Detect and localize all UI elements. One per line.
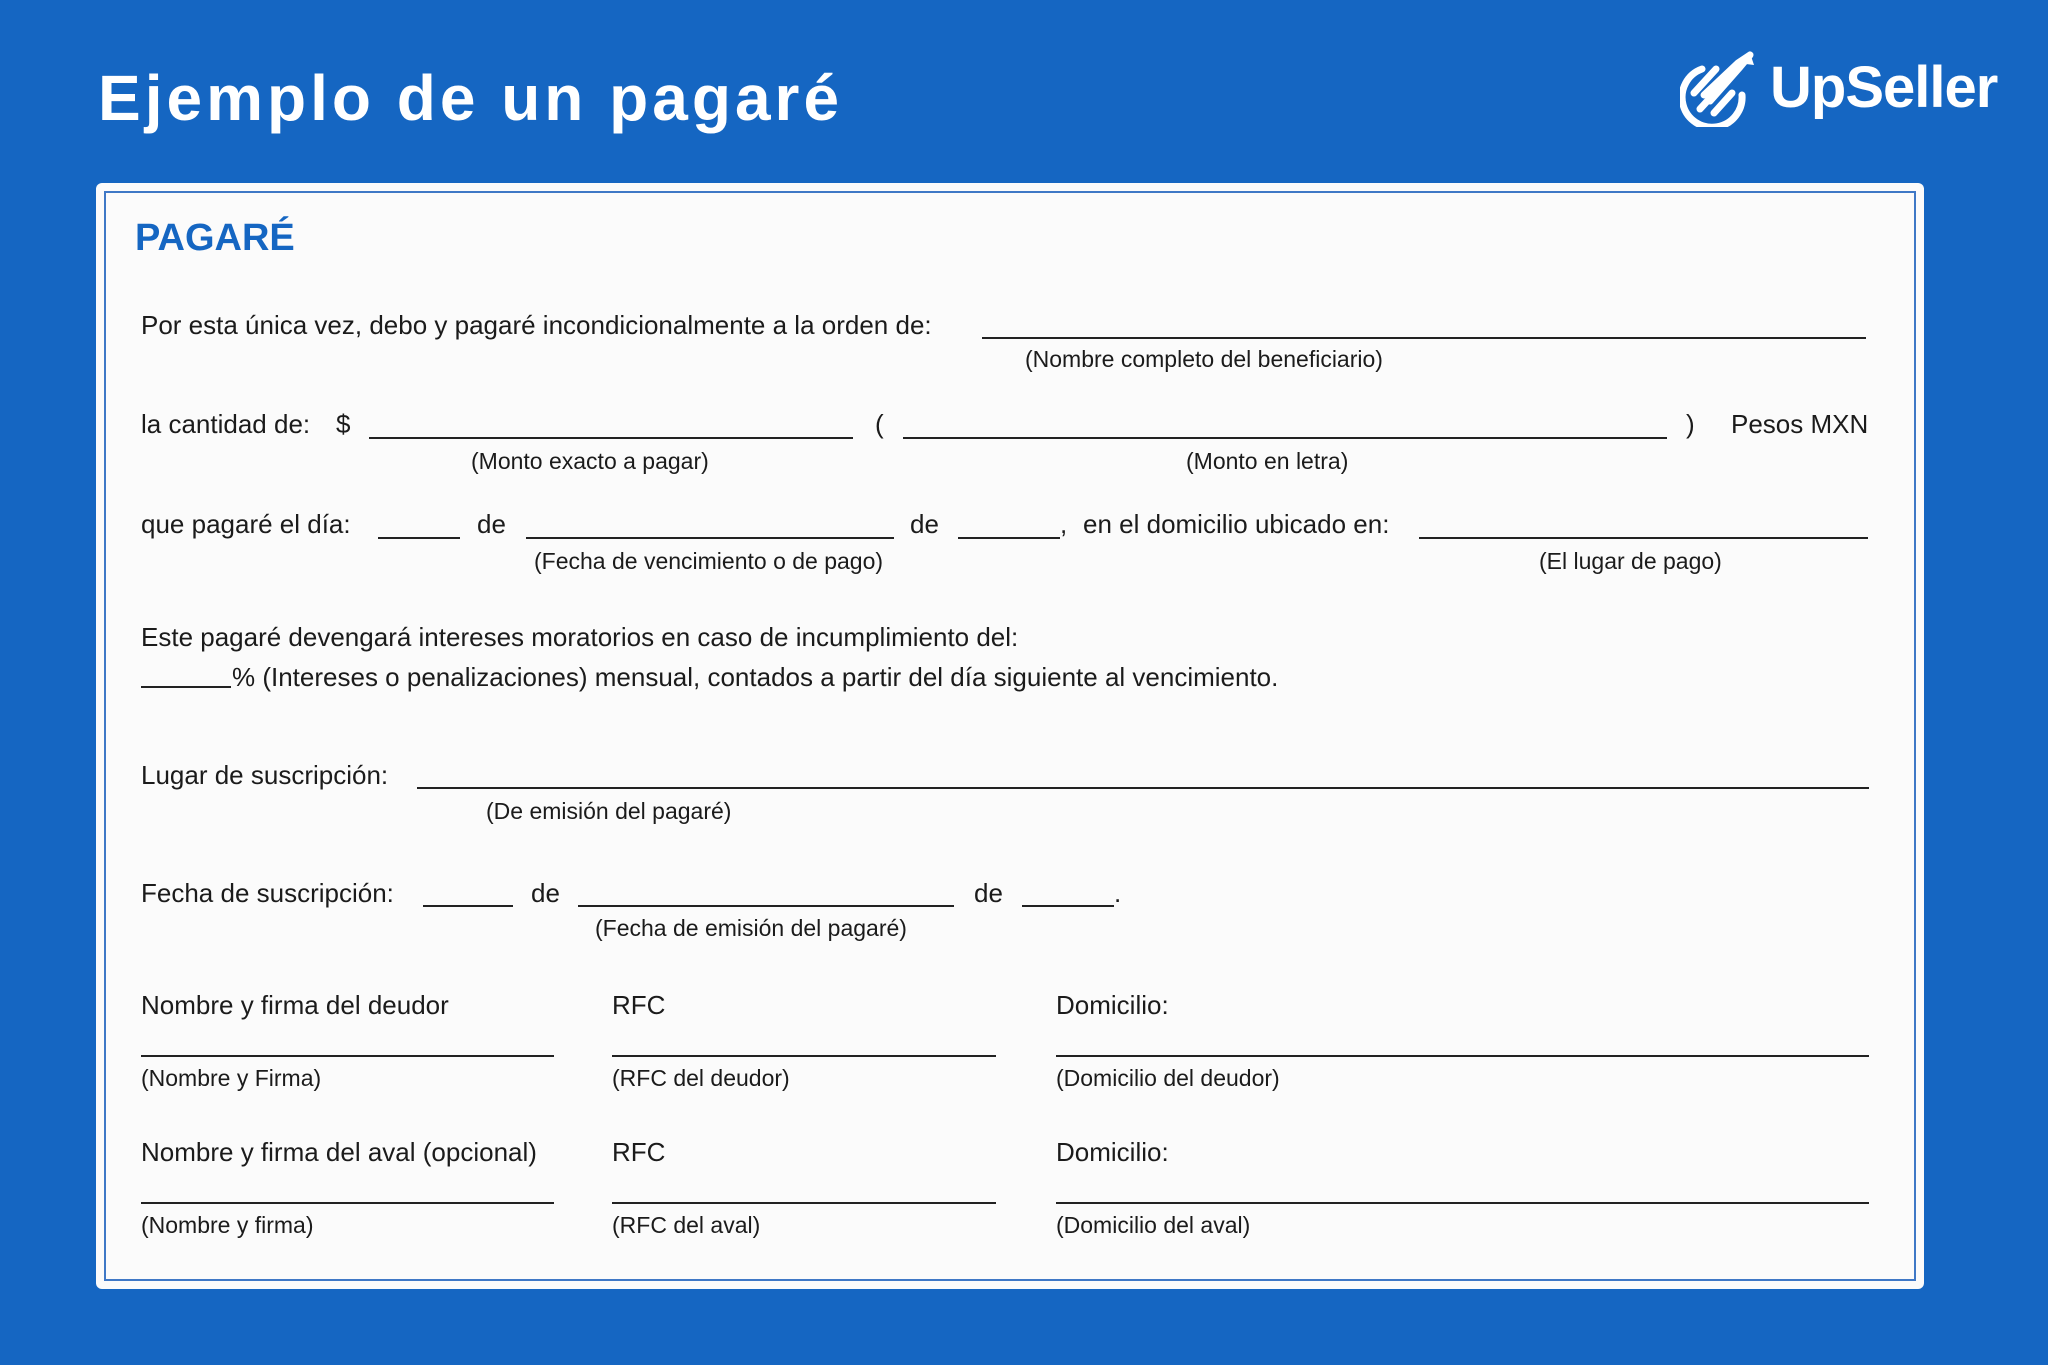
debtor-rfc-line[interactable] [612,1055,996,1057]
debtor-rfc-caption: (RFC del deudor) [612,1065,790,1091]
debtor-name-label: Nombre y firma del deudor [141,990,449,1020]
guarantor-rfc-label: RFC [612,1137,666,1167]
brand-logo [1680,42,1997,132]
payment-year-line[interactable] [958,537,1060,539]
subscription-de-2: de [974,878,1003,908]
debtor-rfc-label: RFC [612,990,666,1020]
debtor-address-caption: (Domicilio del deudor) [1056,1065,1280,1091]
interest-statement: Este pagaré devengará intereses moratorios en caso de incumplimiento del: [141,622,1019,652]
subscription-place-caption: (De emisión del pagaré) [486,798,732,824]
subscription-day-line[interactable] [423,905,513,907]
guarantor-address-caption: (Domicilio del aval) [1056,1212,1251,1238]
guarantor-rfc-caption: (RFC del aval) [612,1212,761,1238]
amount-words-caption: (Monto en letra) [1186,448,1349,474]
debtor-name-caption: (Nombre y Firma) [141,1065,322,1091]
promissory-note-document [96,183,1924,1289]
debtor-address-line[interactable] [1056,1055,1869,1057]
subscription-date-caption: (Fecha de emisión del pagaré) [595,915,907,941]
subscription-place-label: Lugar de suscripción: [141,760,389,790]
beneficiary-caption: (Nombre completo del beneficiario) [1025,346,1383,372]
subscription-month-line[interactable] [578,905,954,907]
guarantor-address-line[interactable] [1056,1202,1869,1204]
subscription-place-line[interactable] [417,787,1869,789]
interest-rate-line[interactable] [141,686,231,688]
subscription-period: . [1114,878,1122,908]
open-paren: ( [875,409,884,439]
payment-de-1: de [477,509,506,539]
payment-comma: , [1060,509,1068,539]
guarantor-name-label: Nombre y firma del aval (opcional) [141,1137,537,1167]
subscription-year-line[interactable] [1022,905,1114,907]
order-statement: Por esta única vez, debo y pagaré incondicionalmente a la orden de: [141,310,932,340]
amount-words-line[interactable] [903,437,1667,439]
payment-place-caption: (El lugar de pago) [1539,548,1722,574]
guarantor-address-label: Domicilio: [1056,1137,1169,1167]
amount-caption: (Monto exacto a pagar) [471,448,709,474]
document-heading: PAGARÉ [135,217,295,259]
due-date-caption: (Fecha de vencimiento o de pago) [534,548,884,574]
payment-day-line[interactable] [378,537,460,539]
guarantor-signature-line[interactable] [141,1202,554,1204]
debtor-address-label: Domicilio: [1056,990,1169,1020]
domicile-label: en el domicilio ubicado en: [1083,509,1390,539]
page-title: Ejemplo de un pagaré [98,62,844,134]
beneficiary-line[interactable] [982,337,1866,339]
document-border [104,191,1916,1281]
brand-name: UpSeller [1770,54,1998,120]
payment-de-2: de [910,509,939,539]
amount-label: la cantidad de: [141,409,311,439]
subscription-de-1: de [531,878,560,908]
guarantor-rfc-line[interactable] [612,1202,996,1204]
payment-place-line[interactable] [1419,537,1868,539]
amount-line[interactable] [369,437,853,439]
subscription-date-label: Fecha de suscripción: [141,878,394,908]
currency-suffix: Pesos MXN [1731,409,1869,439]
payment-month-line[interactable] [526,537,894,539]
interest-terms: % (Intereses o penalizaciones) mensual, contados a partir del día siguiente al vencimiento. [232,662,1279,692]
guarantor-name-caption: (Nombre y firma) [141,1212,314,1238]
rocket-logo-icon [1680,47,1756,127]
currency-symbol: $ [336,409,351,439]
close-paren: ) [1686,409,1695,439]
payment-day-label: que pagaré el día: [141,509,351,539]
debtor-signature-line[interactable] [141,1055,554,1057]
